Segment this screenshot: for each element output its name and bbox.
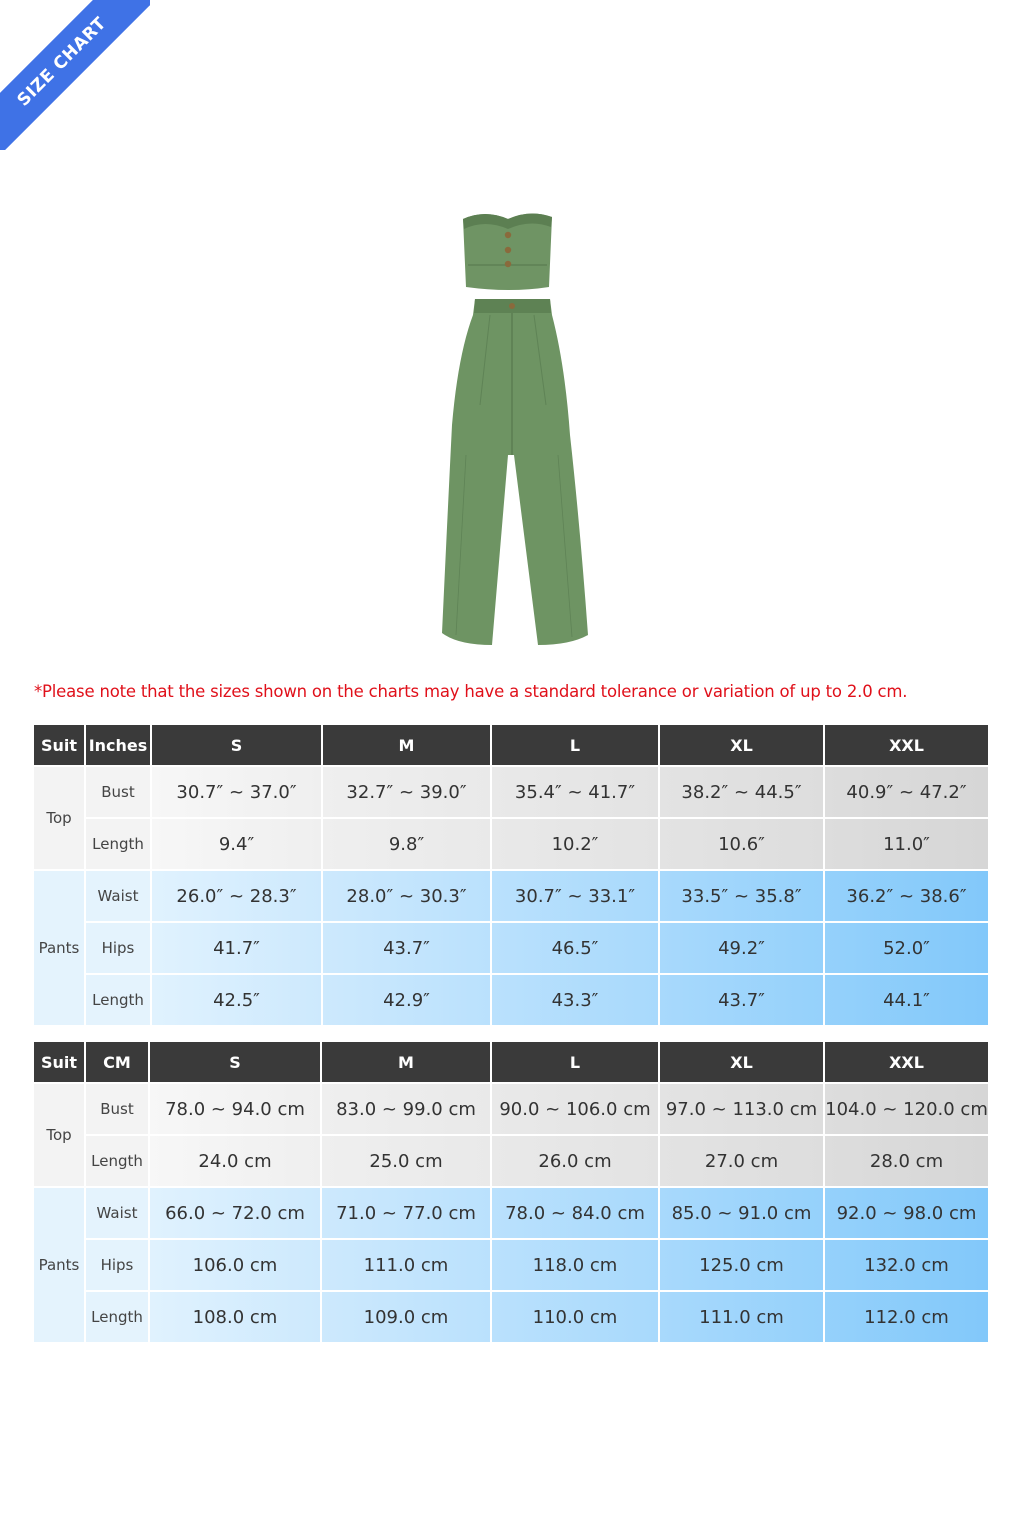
table-cell: 9.8″ [323,819,492,871]
table-cell: 30.7″ ~ 37.0″ [152,767,323,819]
table-cell: 10.6″ [660,819,825,871]
table-row [34,1240,990,1292]
table-cell: 42.5″ [152,975,323,1027]
measure-label: Length [86,975,152,1027]
measure-label: Hips [86,923,152,975]
header-size-m: M [323,725,492,767]
header-unit: CM [86,1042,150,1084]
table-cell: 44.1″ [825,975,990,1027]
table-cell: 41.7″ [152,923,323,975]
table-cell: 26.0 cm [492,1136,660,1188]
table-cell: 78.0 ~ 94.0 cm [150,1084,322,1136]
measure-label: Length [86,819,152,871]
size-chart-ribbon [0,0,150,150]
table-header-row [34,1042,990,1084]
table-cell: 90.0 ~ 106.0 cm [492,1084,660,1136]
header-size-xxl: XXL [825,1042,990,1084]
measure-label: Waist [86,871,152,923]
table-row [34,975,990,1027]
table-row [34,1084,990,1136]
table-cell: 40.9″ ~ 47.2″ [825,767,990,819]
table-cell: 43.7″ [660,975,825,1027]
table-cell: 104.0 ~ 120.0 cm [825,1084,990,1136]
table-header-row [34,725,990,767]
header-size-s: S [152,725,323,767]
table-cell: 24.0 cm [150,1136,322,1188]
size-table-cm [34,1042,990,1344]
header-size-xl: XL [660,1042,825,1084]
group-label-pants: Pants [34,871,86,1027]
table-cell: 38.2″ ~ 44.5″ [660,767,825,819]
table-cell: 35.4″ ~ 41.7″ [492,767,660,819]
table-cell: 33.5″ ~ 35.8″ [660,871,825,923]
table-cell: 52.0″ [825,923,990,975]
table-cell: 28.0″ ~ 30.3″ [323,871,492,923]
table-cell: 66.0 ~ 72.0 cm [150,1188,322,1240]
table-cell: 26.0″ ~ 28.3″ [152,871,323,923]
header-suit: Suit [34,1042,86,1084]
table-cell: 43.7″ [323,923,492,975]
table-cell: 36.2″ ~ 38.6″ [825,871,990,923]
table-cell: 27.0 cm [660,1136,825,1188]
measure-label: Bust [86,1084,150,1136]
header-size-s: S [150,1042,322,1084]
measure-label: Length [86,1136,150,1188]
table-cell: 118.0 cm [492,1240,660,1292]
table-row [34,819,990,871]
header-size-xxl: XXL [825,725,990,767]
table-row [34,1188,990,1240]
table-cell: 71.0 ~ 77.0 cm [322,1188,492,1240]
table-cell: 9.4″ [152,819,323,871]
group-label-top: Top [34,767,86,871]
measure-label: Waist [86,1188,150,1240]
table-cell: 106.0 cm [150,1240,322,1292]
green-strapless-top-and-wide-leg-pants-icon [430,205,600,655]
table-cell: 108.0 cm [150,1292,322,1344]
table-row [34,1292,990,1344]
table-cell: 110.0 cm [492,1292,660,1344]
measure-label: Hips [86,1240,150,1292]
table-cell: 42.9″ [323,975,492,1027]
table-cell: 49.2″ [660,923,825,975]
tolerance-note: *Please note that the sizes shown on the charts may have a standard tolerance or variation of up to 2.0 cm. [34,682,908,701]
table-cell: 28.0 cm [825,1136,990,1188]
header-size-l: L [492,725,660,767]
table-cell: 25.0 cm [322,1136,492,1188]
table-cell: 112.0 cm [825,1292,990,1344]
measure-label: Bust [86,767,152,819]
table-cell: 32.7″ ~ 39.0″ [323,767,492,819]
table-cell: 92.0 ~ 98.0 cm [825,1188,990,1240]
measure-label: Length [86,1292,150,1344]
size-chart-ribbon-label: SIZE CHART [0,0,150,150]
table-cell: 43.3″ [492,975,660,1027]
group-label-pants: Pants [34,1188,86,1344]
group-label-top: Top [34,1084,86,1188]
table-row [34,923,990,975]
header-size-l: L [492,1042,660,1084]
table-cell: 132.0 cm [825,1240,990,1292]
header-suit: Suit [34,725,86,767]
table-cell: 78.0 ~ 84.0 cm [492,1188,660,1240]
table-row [34,1136,990,1188]
header-size-m: M [322,1042,492,1084]
table-cell: 97.0 ~ 113.0 cm [660,1084,825,1136]
table-cell: 111.0 cm [322,1240,492,1292]
header-size-xl: XL [660,725,825,767]
table-cell: 83.0 ~ 99.0 cm [322,1084,492,1136]
table-cell: 111.0 cm [660,1292,825,1344]
table-cell: 30.7″ ~ 33.1″ [492,871,660,923]
table-cell: 125.0 cm [660,1240,825,1292]
table-cell: 109.0 cm [322,1292,492,1344]
table-row [34,871,990,923]
table-row [34,767,990,819]
table-cell: 10.2″ [492,819,660,871]
size-table-inches [34,725,990,1027]
table-cell: 11.0″ [825,819,990,871]
table-cell: 46.5″ [492,923,660,975]
header-unit: Inches [86,725,152,767]
table-cell: 85.0 ~ 91.0 cm [660,1188,825,1240]
